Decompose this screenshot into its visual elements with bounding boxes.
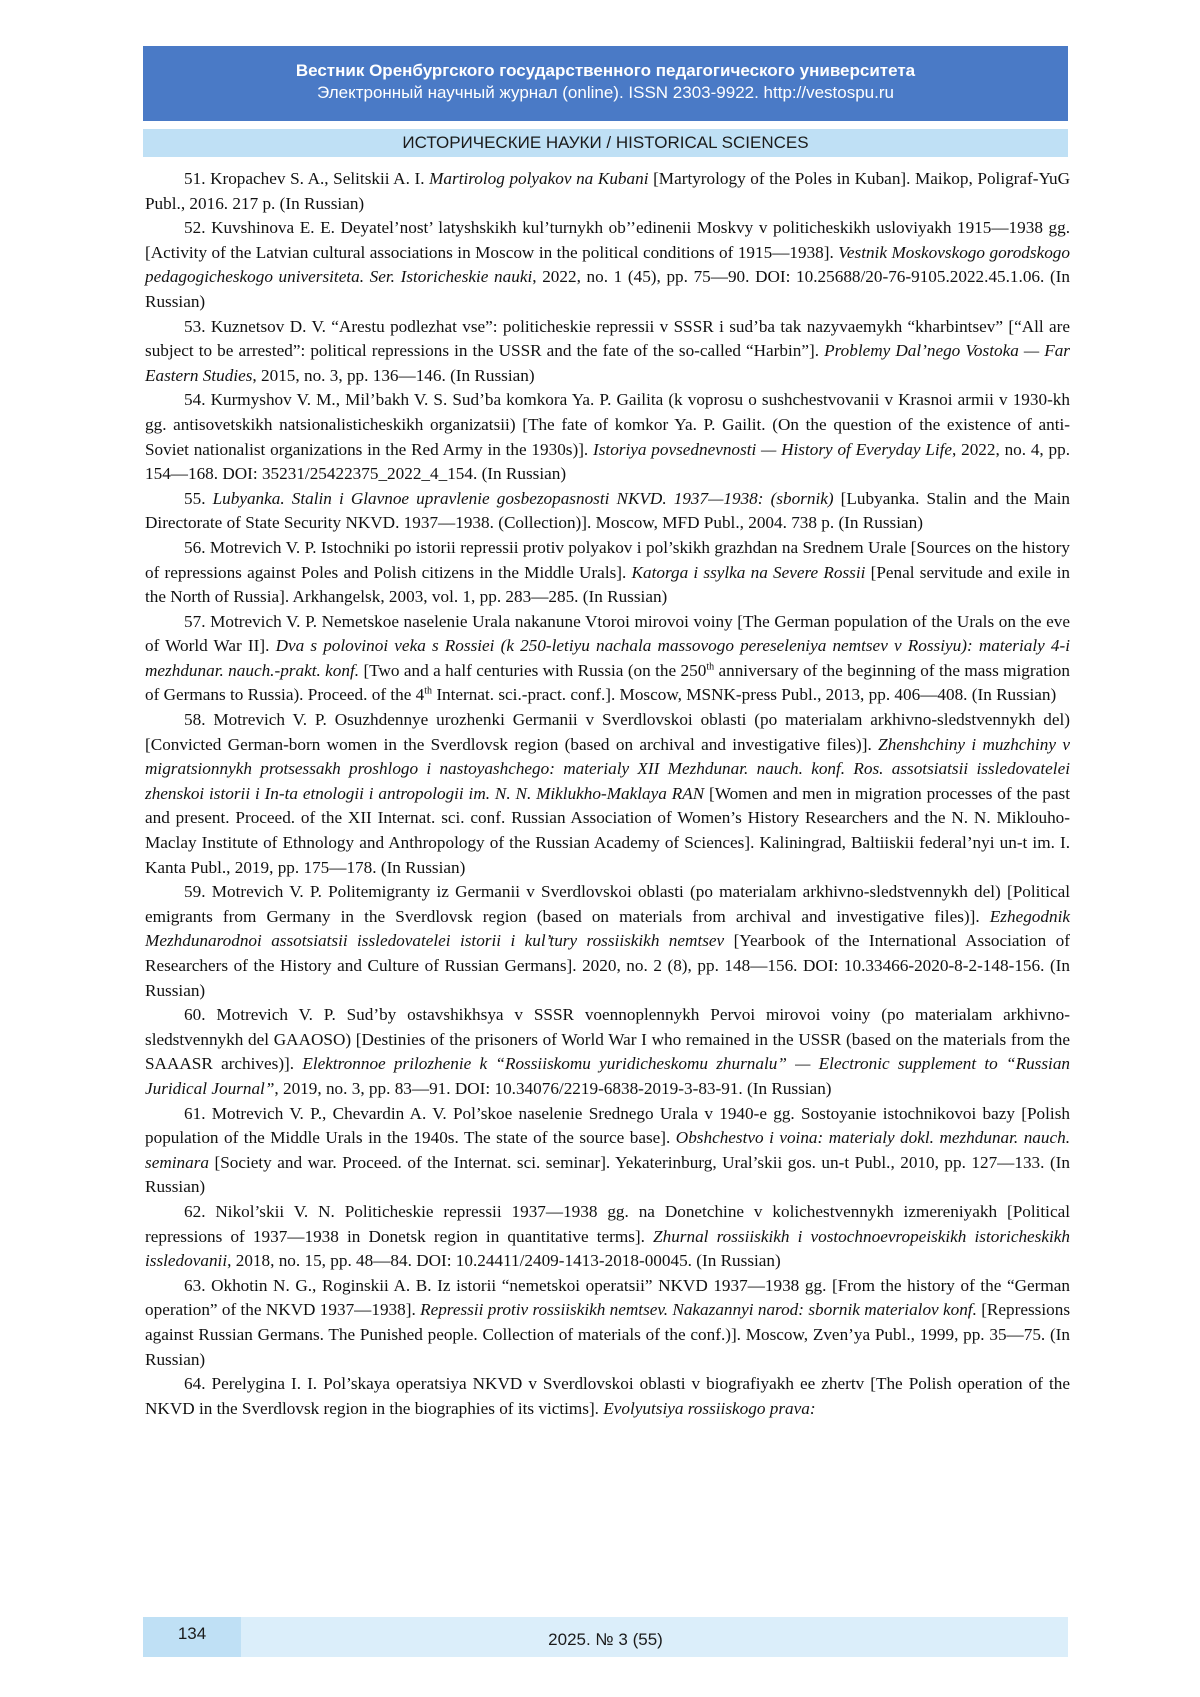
reference-62: 62. Nikol’skii V. N. Politicheskie repressii 1937—1938 gg. na Donetchine v kolichestvennykh izmereniyakh [Political repressions of 1937—1938 in Donetsk region in quantitative terms]. Zhurnal rossiiskikh i vostochnoevropeiskikh istoricheskikh issledovanii, 2018, no. 15, pp. 48—84. DOI: 10.24411/2409-1413-2018-00045. (In Russian): [145, 1201, 1070, 1271]
reference-61: 61. Motrevich V. P., Chevardin A. V. Pol’skoe naselenie Srednego Urala v 1940-e gg. Sostoyanie istochnikovoi bazy [Polish population of the Middle Urals in the 1940s. The state of the source base]. Obshchestvo i voina: materialy dokl. mezhdunar. nauch. seminara [Society and war. Proceed. of the Internat. sci. seminar]. Yekaterinburg, Ural’skii gos. un-t Publ., 2010, pp. 127—133. (In Russian): [145, 1103, 1070, 1197]
page-number: 134: [143, 1617, 241, 1657]
reference-59: 59. Motrevich V. P. Politemigranty iz Germanii v Sverdlovskoi oblasti (po materialam arkhivno-sledstvennykh del) [Political emigrants from Germany in the Sverdlovsk region (based on materials from archival and investigative files)]. Ezhegodnik Mezhdunarodnoi assotsiatsii issledovatelei istorii i kul’tury rossiiskikh nemtsev [Yearbook of the International Association of Researchers of the History and Culture of Russian Germans]. 2020, no. 2 (8), pp. 148—156. DOI: 10.33466-2020-8-2-148-156. (In Russian): [145, 882, 1070, 1000]
journal-subtitle: Электронный научный журнал (online). ISSN 2303-9922. http://vestospu.ru: [317, 83, 894, 102]
page-footer: [143, 1617, 1068, 1657]
reference-54: 54. Kurmyshov V. M., Mil’bakh V. S. Sud’ba komkora Ya. P. Gailita (k voprosu o sushchestvovanii v Krasnoi armii v 1930-kh gg. antisovetskikh natsionalisticheskikh organizatsii) [The fate of komkor Ya. P. Gailit. (On the question of the existence of anti-Soviet nationalist organizations in the Red Army in the 1930s)]. Istoriya povsednevnosti — History of Everyday Life, 2022, no. 4, pp. 154—168. DOI: 35231/25422375_2022_4_154. (In Russian): [145, 390, 1070, 484]
journal-header: [143, 46, 1068, 121]
reference-56: 56. Motrevich V. P. Istochniki po istorii repressii protiv polyakov i pol’skikh grazhdan na Srednem Urale [Sources on the history of repressions against Poles and Polish citizens in the Middle Urals]. Katorga i ssylka na Severe Rossii [Penal servitude and exile in the North of Russia]. Arkhangelsk, 2003, vol. 1, pp. 283—285. (In Russian): [145, 537, 1071, 607]
reference-51: 51. Kropachev S. A., Selitskii A. I. Martirolog polyakov na Kubani [Martyrology of the Poles in Kuban]. Maikop, Poligraf-YuG Publ., 2016. 217 p. (In Russian): [145, 169, 1070, 213]
issue-label: 2025. № 3 (55): [548, 1630, 663, 1649]
reference-63: 63. Okhotin N. G., Roginskii A. B. Iz istorii “nemetskoi operatsii” NKVD 1937—1938 gg. [From the history of the “German operation” of the NKVD 1937—1938]. Repressii protiv rossiiskikh nemtsev. Nakazannyi narod: sbornik materialov konf. [Repressions against Russian Germans. The Punished people. Collection of materials of the conf.)]. Moscow, Zven’ya Publ., 1999, pp. 35—75. (In Russian): [145, 1275, 1071, 1369]
section-title: ИСТОРИЧЕСКИЕ НАУКИ / HISTORICAL SCIENCES: [143, 129, 1068, 157]
reference-list: [145, 167, 1070, 1421]
reference-53: 53. Kuznetsov D. V. “Arestu podlezhat vse”: politicheskie repressii v SSSR i sud’ba tak nazyvaemykh “kharbintsev” [“All are subject to be arrested”: political repressions in the USSR and the fate of the so-called “Harbin”]. Problemy Dal’nego Vostoka — Far Eastern Studies, 2015, no. 3, pp. 136—146. (In Russian): [145, 316, 1070, 385]
reference-57: 57. Motrevich V. P. Nemetskoe naselenie Urala nakanune Vtoroi mirovoi voiny [The German population of the Urals on the eve of World War II]. Dva s polovinoi veka s Rossiei (k 250-letiyu nachala massovogo pereseleniya nemtsev v Rossiyu): materialy 4-i mezhdunar. nauch.-prakt. konf. [Two and a half centuries with Russia (on the 250th anniversary of the beginning of the mass migration of Germans to Russia). Proceed. of the 4th Internat. sci.-pract. conf.]. Moscow, MSNK-press Publ., 2013, pp. 406—408. (In Russian): [145, 611, 1070, 705]
reference-64: 64. Perelygina I. I. Pol’skaya operatsiya NKVD v Sverdlovskoi oblasti v biografiyakh ee zhertv [The Polish operation of the NKVD in the Sverdlovsk region in the biographies of its victims]. Evolyutsiya rossiiskogo prava:: [145, 1374, 1070, 1418]
reference-52: 52. Kuvshinova E. E. Deyatel’nost’ latyshskikh kul’turnykh ob’’edinenii Moskvy v politicheskikh usloviyakh 1915—1938 gg. [Activity of the Latvian cultural associations in Moscow in the political conditions of 1915—1938]. Vestnik Moskovskogo gorodskogo pedagogicheskogo universiteta. Ser. Istoricheskie nauki, 2022, no. 1 (45), pp. 75—90. DOI: 10.25688/20-76-9105.2022.45.1.06. (In Russian): [145, 218, 1070, 311]
journal-title: Вестник Оренбургского государственного педагогического университета: [295, 61, 916, 80]
reference-58: 58. Motrevich V. P. Osuzhdennye urozhenki Germanii v Sverdlovskoi oblasti (po materialam arkhivno-sledstvennykh del) [Convicted German-born women in the Sverdlovsk region (based on archival and investigative files)]. Zhenshchiny i muzhchiny v migratsionnykh protsessakh proshlogo i nastoyashchego: materialy XII Mezhdunar. nauch. konf. Ros. assotsiatsii issledovatelei zhenskoi istorii i In-ta etnologii i antropologii im. N. N. Miklukho-Maklaya RAN [Women and men in migration processes of the past and present. Proceed. of the XII Internat. sci. conf. Russian Association of Women’s History Researchers and the N. N. Miklouho-Maclay Institute of Ethnology and Anthropology of the Russian Academy of Sciences]. Kaliningrad, Baltiiskii federal’nyi un-t im. I. Kanta Publ., 2019, pp. 175—178. (In Russian): [145, 710, 1070, 877]
reference-55: 55. Lubyanka. Stalin i Glavnoe upravlenie gosbezopasnosti NKVD. 1937—1938: (sbornik) [Lubyanka. Stalin and the Main Directorate of State Security NKVD. 1937—1938. (Collection)]. Moscow, MFD Publ., 2004. 738 p. (In Russian): [145, 488, 1070, 533]
reference-60: 60. Motrevich V. P. Sud’by ostavshikhsya v SSSR voennoplennykh Pervoi mirovoi voiny (po materialam arkhivno-sledstvennykh del GAAOSO) [Destinies of the prisoners of World War I who remained in the USSR (based on the materials from the SAAASR archives)]. Elektronnoe prilozhenie k “Rossiiskomu yuridicheskomu zhurnalu” — Electronic supplement to “Russian Juridical Journal”, 2019, no. 3, pp. 83—91. DOI: 10.34076/2219-6838-2019-3-83-91. (In Russian): [145, 1005, 1071, 1098]
